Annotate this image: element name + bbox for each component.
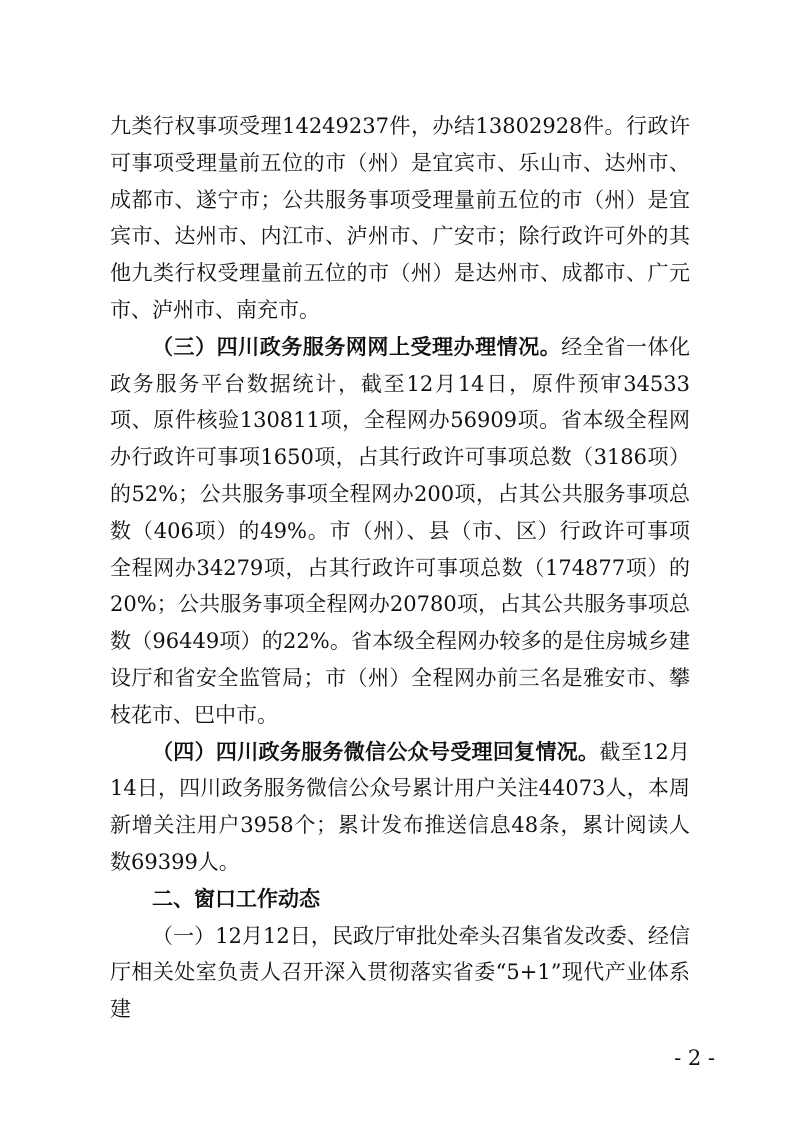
section-lead-wechat: （四）四川政务服务微信公众号受理回复情况。: [152, 738, 600, 764]
paragraph-window-work-1: （一）12月12日，民政厅审批处牵头召集省发改委、经信厅相关处室负责人召开深入贯彻落实省委“5+1”现代产业体系建: [110, 923, 690, 1022]
paragraph-online-service: [110, 329, 690, 734]
paragraph-statistics: 九类行权事项受理14249237件，办结13802928件。行政许可事项受理量前五位的市（州）是宜宾市、乐山市、达州市、成都市、遂宁市；公共服务事项受理量前五位的市（州）是宜宾市、达州市、内江市、泸州市、广安市；除行政许可外的其他九类行权受理量前五位的市（州）是达州市、成都市、广元市、泸州市、南充市。: [110, 114, 690, 322]
document-body: [110, 108, 690, 1028]
section-lead-online-service: （三）四川政务服务网网上受理办理情况。: [152, 333, 562, 359]
page-number: - 2 -: [674, 1046, 715, 1070]
section-body-online-service: 经全省一体化政务服务平台数据统计，截至12月14日，原件预审34533项、原件核验130811项，全程网办56909项。省本级全程网办行政许可事项1650项，占其行政许可事项总数（3186项）的52%；公共服务事项全程网办200项，占其公共服务事项总数（406项）的49%。市（州）、县（市、区）行政许可事项全程网办34279项，占其行政许可事项总数（174877项）的20%；公共服务事项全程网办20780项，占其公共服务事项总数（96449项）的22%。省本级全程网办较多的是住房城乡建设厅和省安全监管局；市（州）全程网办前三名是雅安市、攀枝花市、巴中市。: [110, 334, 691, 727]
section-body-wechat: 截至12月14日，四川政务服务微信公众号累计用户关注44073人，本周新增关注用户3958个；累计发布推送信息48条，累计阅读人数69399人。: [110, 739, 690, 874]
paragraph-wechat-service: [110, 734, 690, 881]
section-heading-window-work: 二、窗口工作动态: [152, 886, 320, 911]
